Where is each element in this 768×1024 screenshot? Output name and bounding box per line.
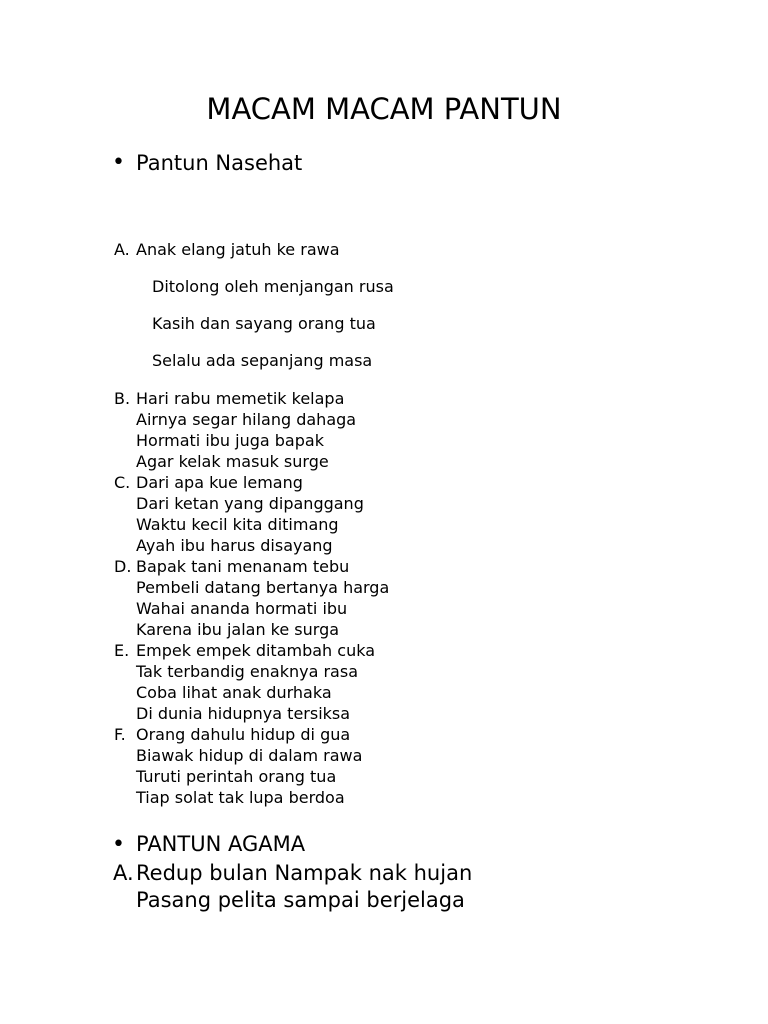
item-letter: A. (114, 240, 130, 259)
pantun-line: Di dunia hidupnya tersiksa (136, 704, 351, 723)
page-title: MACAM MACAM PANTUN (206, 92, 562, 126)
pantun-line: Empek empek ditambah cuka (136, 641, 376, 660)
item-letter: F. (114, 725, 126, 744)
pantun-line: Ayah ibu harus disayang (136, 536, 333, 555)
pantun-line: Redup bulan Nampak nak hujan (136, 861, 473, 885)
item-letter: E. (114, 641, 130, 660)
item-letter: D. (114, 557, 132, 576)
pantun-line: Anak elang jatuh ke rawa (136, 240, 340, 259)
pantun-line: Dari ketan yang dipanggang (136, 494, 364, 513)
pantun-line: Airnya segar hilang dahaga (136, 410, 357, 429)
pantun-line: Wahai ananda hormati ibu (136, 599, 348, 618)
pantun-line: Kasih dan sayang orang tua (152, 314, 376, 333)
pantun-line: Coba lihat anak durhaka (136, 683, 332, 702)
pantun-line: Hari rabu memetik kelapa (136, 389, 345, 408)
item-letter: A. (113, 861, 134, 885)
pantun-line: Dari apa kue lemang (136, 473, 303, 492)
section-heading-pantun-agama: PANTUN AGAMA (136, 832, 306, 856)
pantun-line: Biawak hidup di dalam rawa (136, 746, 363, 765)
pantun-line: Tak terbandig enaknya rasa (136, 662, 358, 681)
pantun-line: Agar kelak masuk surge (136, 452, 329, 471)
pantun-line: Pasang pelita sampai berjelaga (136, 888, 465, 912)
pantun-line: Bapak tani menanam tebu (136, 557, 350, 576)
pantun-line: Tiap solat tak lupa berdoa (136, 788, 345, 807)
bullet-icon: • (112, 150, 125, 175)
pantun-line: Orang dahulu hidup di gua (136, 725, 351, 744)
item-letter: C. (114, 473, 131, 492)
pantun-line: Waktu kecil kita ditimang (136, 515, 339, 534)
pantun-line: Turuti perintah orang tua (136, 767, 337, 786)
item-letter: B. (114, 389, 131, 408)
bullet-icon: • (112, 832, 125, 857)
pantun-line: Selalu ada sepanjang masa (152, 351, 373, 370)
section-heading-pantun-nasehat: Pantun Nasehat (136, 151, 303, 175)
pantun-line: Ditolong oleh menjangan rusa (152, 277, 394, 296)
pantun-line: Karena ibu jalan ke surga (136, 620, 340, 639)
pantun-line: Pembeli datang bertanya harga (136, 578, 390, 597)
pantun-line: Hormati ibu juga bapak (136, 431, 324, 450)
